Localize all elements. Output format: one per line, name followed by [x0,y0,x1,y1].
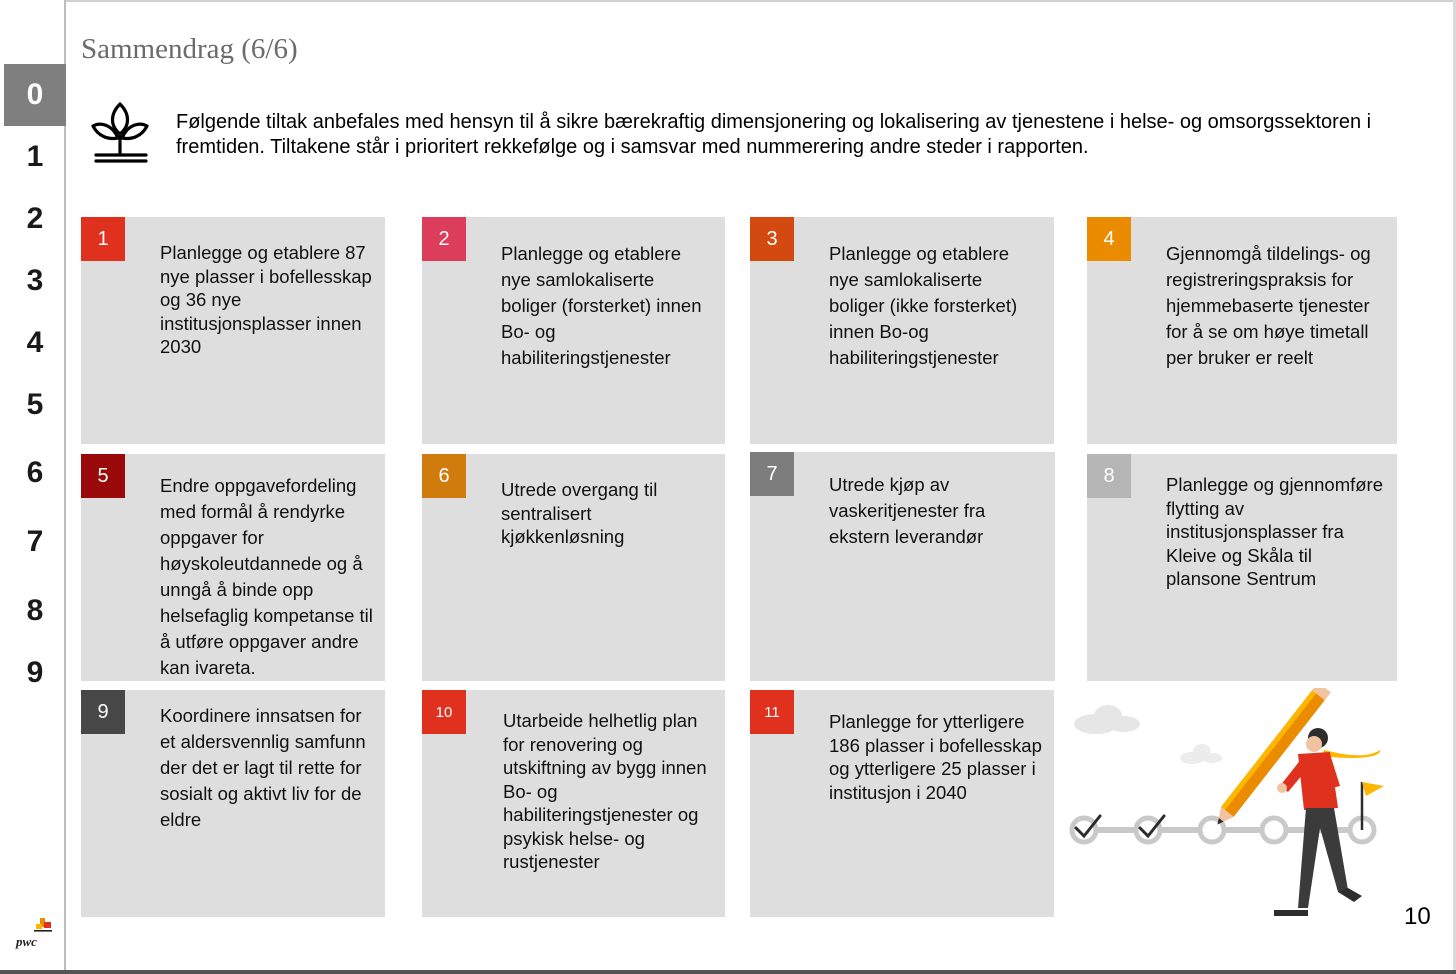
cloud-icon [1074,705,1140,734]
frame-top-border [0,0,1456,2]
nav-item-4[interactable]: 4 [26,326,44,359]
card-number-badge: 1 [81,217,125,261]
section-nav-rail [0,0,66,974]
card-text: Utrede kjøp av vaskeritjenester fra ekstern leverandør [829,474,986,547]
card-text: Gjennomgå tildelings- og registreringspraksis for hjemmebaserte tjenester for å se om høye timetall per bruker er reelt [1166,243,1371,368]
card-number-badge: 9 [81,690,125,734]
card-text: Endre oppgavefordeling med formål å rendyrke oppgaver for høyskoleutdannede og å unngå å binde opp helsefaglig kompetanse til å utføre oppgaver andre kan ivareta. [160,475,373,678]
pwc-logo-mark [30,918,52,932]
measure-card-10 [422,690,725,917]
pwc-logo [14,918,54,954]
intro-text: Følgende tiltak anbefales med hensyn til å sikre bærekraftig dimensjonering og lokalisering av tjenestene i helse- og omsorgssektoren i fremtiden. Tiltakene står i prioritert rekkefølge og i samsvar med nummerering andre steder i rapporten. [176,111,1372,158]
card-text: Planlegge og etablere 87 nye plasser i bofellesskap og 36 nye institusjonsplasser innen 2030 [160,242,372,357]
card-text: Utrede overgang til sentralisert kjøkkenløsning [501,479,658,547]
card-text: Planlegge for ytterligere 186 plasser i bofellesskap og ytterligere 25 plasser i institusjon i 2040 [829,711,1042,803]
measure-card-8 [1087,454,1397,681]
measure-card-1 [81,217,385,444]
nav-item-1[interactable]: 1 [26,140,44,173]
nav-item-7[interactable]: 7 [26,525,44,558]
card-number-badge: 8 [1087,454,1131,498]
card-text: Planlegge og etablere nye samlokaliserte boliger (ikke forsterket) innen Bo-og habiliteringstjenester [829,243,1018,368]
card-number-badge: 6 [422,454,466,498]
nav-item-0[interactable]: 0 [4,64,66,126]
measure-card-11 [750,690,1054,917]
nav-item-2[interactable]: 2 [26,202,44,235]
card-number-badge: 3 [750,217,794,261]
card-number-badge: 4 [1087,217,1131,261]
measure-card-5 [81,454,385,681]
nav-item-9[interactable]: 9 [26,656,44,689]
page-number: 10 [1404,903,1431,930]
card-text: Utarbeide helhetlig plan for renovering og utskiftning av bygg innen Bo- og habiliteringstjenester og psykisk helse- og rustjenester [503,710,707,872]
nav-item-6[interactable]: 6 [26,456,44,489]
measure-card-6 [422,454,725,681]
card-number-badge: 10 [422,690,466,734]
pwc-logo-text: pwc [16,934,37,949]
nav-item-5[interactable]: 5 [26,388,44,421]
milestone-illustration [1062,688,1392,928]
card-number-badge: 7 [750,452,794,496]
sprout-icon [90,100,152,164]
measure-card-2 [422,217,725,444]
measure-card-4 [1087,217,1397,444]
card-number-badge: 11 [750,690,794,734]
cloud-icon [1180,744,1222,764]
slide-title: Sammendrag (6/6) [81,33,298,65]
nav-item-3[interactable]: 3 [26,264,44,297]
nav-item-8[interactable]: 8 [26,594,44,627]
card-number-badge: 2 [422,217,466,261]
card-number-badge: 5 [81,454,125,498]
flag-icon [1362,782,1384,796]
card-text: Planlegge og gjennomføre flytting av institusjonsplasser fra Kleive og Skåla til plansone Sentrum [1166,474,1384,589]
measure-card-9 [81,690,385,917]
card-text: Koordinere innsatsen for et aldersvennlig samfunn der det er lagt til rette for sosialt og aktivt liv for de eldre [160,705,366,830]
frame-bottom-border [0,970,1456,974]
measure-card-7 [750,452,1055,681]
card-text: Planlegge og etablere nye samlokaliserte boliger (forsterket) innen Bo- og habiliteringstjenester [501,243,702,368]
measure-card-3 [750,217,1054,444]
